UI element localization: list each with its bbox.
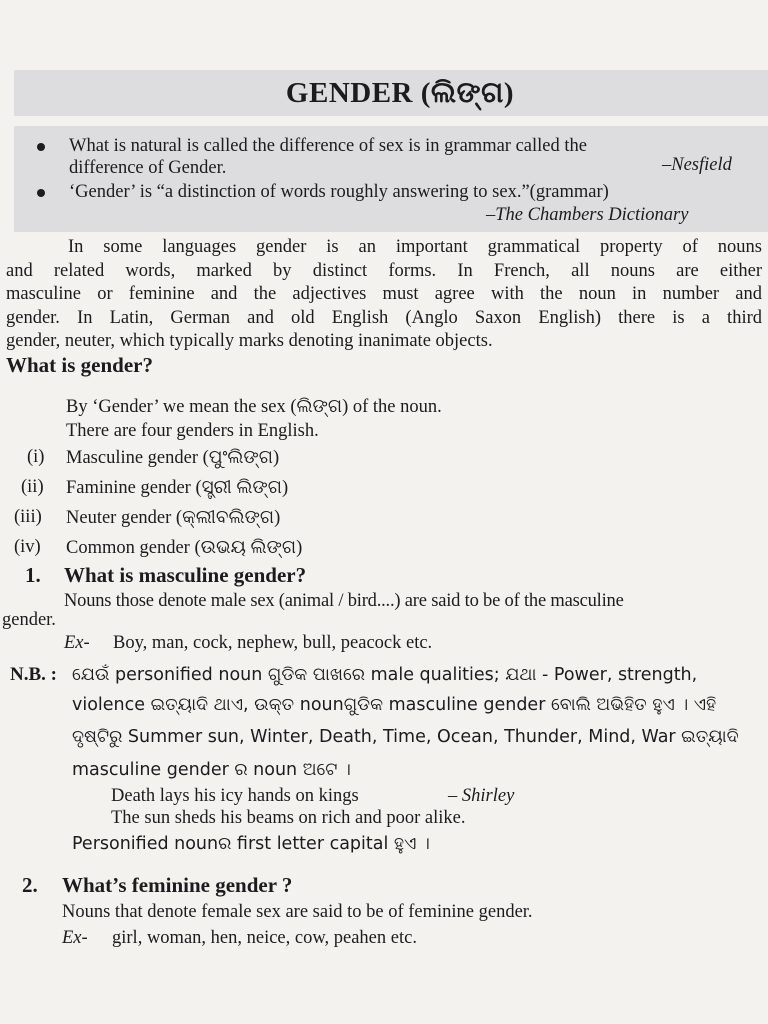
gender-definition: By ‘Gender’ we mean the sex (ଲିଙ୍ଗ) of the noun. [66, 397, 442, 417]
nb-line: ଯେଉଁ personified noun ଗୁଡିକ ପାଖରେ male qualities; ଯଥା - Power, strength, [72, 665, 698, 685]
title-band [14, 70, 768, 116]
bullet-icon [37, 143, 45, 151]
page-title: GENDER (ଲିଙ୍ଗ) [285, 76, 515, 109]
list-number: (iv) [14, 537, 41, 557]
list-item: Common gender (ଉଭୟ ଲିଙ୍ଗ) [66, 538, 303, 558]
feminine-definition: Nouns that denote female sex are said to be of feminine gender. [62, 902, 533, 922]
section-number: 2. [22, 873, 38, 897]
nb-line: ଦୃଷ୍ଟିରୁ Summer sun, Winter, Death, Time, Ocean, Thunder, Mind, War ଇତ୍ୟାଦି [72, 727, 739, 747]
masculine-definition: Nouns those denote male sex (animal / bird....) are said to be of the masculine [64, 591, 624, 611]
list-item: Neuter gender (କ୍ଲୀବଲିଙ୍ଗ) [66, 508, 281, 528]
section-heading-feminine: What’s feminine gender ? [62, 873, 293, 897]
list-item: Faminine gender (ସ୍ତ୍ରୀ ଲିଙ୍ଗ) [66, 478, 289, 498]
intro-line: and related words, marked by distinct forms. In French, all nouns are either [6, 260, 762, 281]
list-item: Masculine gender (ପୁଂଲିଙ୍ଗ) [66, 448, 280, 468]
intro-line: masculine or feminine and the adjectives must agree with the noun in number and [6, 284, 762, 304]
feminine-examples: girl, woman, hen, neice, cow, peahen etc. [112, 928, 417, 948]
quote-1-line-1: What is natural is called the difference of sex is in grammar called the [69, 136, 587, 156]
intro-line: In some languages gender is an important grammatical property of nouns [68, 237, 762, 257]
list-number: (ii) [21, 477, 44, 497]
intro-line: gender. In Latin, German and old English (Anglo Saxon English) there is a third [6, 307, 762, 328]
section-number: 1. [25, 563, 41, 587]
quote-1-source: –Nesfield [662, 155, 732, 175]
bullet-icon [37, 189, 45, 197]
intro-paragraph [6, 236, 762, 354]
masculine-examples: Boy, man, cock, nephew, bull, peacock etc. [113, 633, 433, 653]
nb-line: violence ଇତ୍ୟାଦି ଥାଏ, ଉକ୍ତ nounଗୁଡିକ masculine gender ବୋଲି ଅଭିହିତ ହୁଏ । ଏହି [72, 695, 717, 715]
nb-quote: The sun sheds his beams on rich and poor alike. [111, 808, 466, 828]
list-number: (i) [27, 447, 45, 467]
quote-2-line-1: ‘Gender’ is “a distinction of words roughly answering to sex.”(grammar) [69, 182, 609, 202]
quote-2-source: –The Chambers Dictionary [486, 205, 689, 225]
example-label: Ex- [64, 633, 90, 653]
quote-1-line-2: difference of Gender. [69, 158, 227, 178]
nb-closing: Personified nounର first letter capital ହୁଏ । [72, 834, 430, 854]
nb-line: masculine gender ର noun ଅଟେ । [72, 760, 351, 780]
nb-quote-source: – Shirley [448, 786, 515, 806]
list-number: (iii) [14, 507, 42, 527]
gender-count: There are four genders in English. [66, 421, 319, 441]
example-label: Ex- [62, 928, 88, 948]
section-heading-what-is-gender: What is gender? [6, 353, 153, 377]
masculine-definition-cont: gender. [2, 610, 56, 630]
intro-line: gender, neuter, which typically marks denoting inanimate objects. [6, 331, 493, 351]
nb-label: N.B. : [10, 664, 57, 685]
nb-quote: Death lays his icy hands on kings [111, 786, 359, 806]
section-heading-masculine: What is masculine gender? [64, 563, 307, 587]
